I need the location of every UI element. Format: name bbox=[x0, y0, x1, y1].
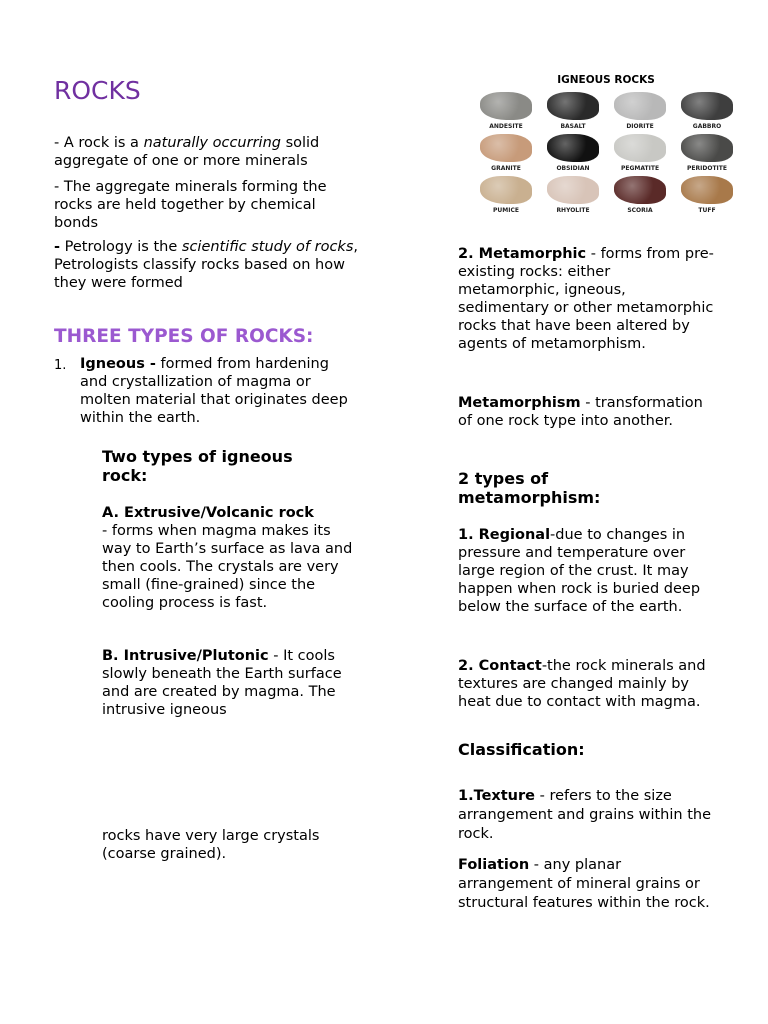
intrusive-continued: rocks have very large crystals (coarse grained). bbox=[102, 828, 320, 862]
rock-label: ANDESITE bbox=[489, 123, 523, 130]
definition-paragraph: - A rock is a naturally occurring solid aggregate of one or more minerals bbox=[54, 135, 320, 169]
igneous-paragraph: Igneous - formed from hardening and crystallization of magma or molten material that originates deep within the earth. bbox=[80, 356, 348, 426]
minerals-paragraph: - The aggregate minerals forming the rocks are held together by chemical bonds bbox=[54, 179, 327, 231]
regional-paragraph: 1. Regional-due to changes in pressure and temperature over large region of the crust. It may happen when rock is buried deep below the surface of the earth. bbox=[458, 527, 701, 615]
rock-specimen bbox=[610, 92, 670, 134]
figure-title: IGNEOUS ROCKS bbox=[557, 74, 655, 86]
rock-label: SCORIA bbox=[627, 207, 653, 214]
rock-image bbox=[480, 176, 532, 204]
rock-image bbox=[614, 176, 666, 204]
foliation-paragraph: Foliation - any planar arrangement of mineral grains or structural features within the rock. bbox=[458, 857, 710, 911]
types-heading: THREE TYPES OF ROCKS: bbox=[54, 326, 314, 347]
rock-image bbox=[614, 92, 666, 120]
rock-image bbox=[480, 134, 532, 162]
rock-label: OBSIDIAN bbox=[556, 165, 590, 172]
rock-specimen bbox=[677, 92, 737, 134]
rock-specimen bbox=[543, 176, 603, 218]
rock-label: RHYOLITE bbox=[556, 207, 590, 214]
page-title: ROCKS bbox=[54, 76, 141, 105]
igneous-types-heading: Two types of igneous rock: bbox=[102, 447, 293, 485]
rock-label: GABBRO bbox=[692, 123, 722, 130]
rock-label: GRANITE bbox=[491, 165, 521, 172]
rock-label: PEGMATITE bbox=[620, 165, 660, 172]
rock-specimen bbox=[543, 92, 603, 134]
metamorphism-types-heading: 2 types of metamorphism: bbox=[458, 469, 601, 507]
rock-specimen bbox=[543, 134, 603, 176]
rock-image bbox=[681, 134, 733, 162]
rock-image bbox=[614, 134, 666, 162]
rock-image bbox=[547, 134, 599, 162]
rock-specimen bbox=[610, 176, 670, 218]
extrusive-paragraph: A. Extrusive/Volcanic rock - forms when magma makes its way to Earth’s surface as lava and then cools. The crystals are very small (fine-grained) since the cooling process is fast. bbox=[102, 505, 353, 611]
rock-label: TUFF bbox=[698, 207, 716, 214]
rock-specimen bbox=[610, 134, 670, 176]
petrology-paragraph: - Petrology is the scientific study of rocks, Petrologists classify rocks based on how they were formed bbox=[54, 239, 358, 291]
metamorphism-paragraph: Metamorphism - transformation of one rock type into another. bbox=[458, 395, 703, 429]
list-number: 1. bbox=[54, 358, 67, 373]
rock-image bbox=[547, 92, 599, 120]
rock-image bbox=[681, 176, 733, 204]
texture-paragraph: 1.Texture - refers to the size arrangement and grains within the rock. bbox=[458, 788, 711, 842]
rock-specimen bbox=[476, 92, 536, 134]
rock-label: PUMICE bbox=[493, 207, 519, 214]
classification-heading: Classification: bbox=[458, 740, 585, 759]
rock-image bbox=[547, 176, 599, 204]
rock-specimen bbox=[476, 176, 536, 218]
rock-specimen bbox=[677, 134, 737, 176]
metamorphic-paragraph: 2. Metamorphic - forms from pre-existing rocks: either metamorphic, igneous, sedimentary or other metamorphic rocks that have been altered by agents of metamorphism. bbox=[458, 246, 714, 352]
igneous-rocks-figure bbox=[472, 72, 740, 218]
rock-label: BASALT bbox=[560, 123, 586, 130]
rock-label: PERIDOTITE bbox=[687, 165, 727, 172]
rock-specimen bbox=[476, 134, 536, 176]
contact-paragraph: 2. Contact-the rock minerals and textures are changed mainly by heat due to contact with magma. bbox=[458, 658, 706, 710]
intrusive-paragraph: B. Intrusive/Plutonic - It cools slowly beneath the Earth surface and are created by magma. The intrusive igneous bbox=[102, 648, 342, 718]
rock-label: DIORITE bbox=[626, 123, 654, 130]
rock-specimen bbox=[677, 176, 737, 218]
rock-image bbox=[480, 92, 532, 120]
rock-image bbox=[681, 92, 733, 120]
